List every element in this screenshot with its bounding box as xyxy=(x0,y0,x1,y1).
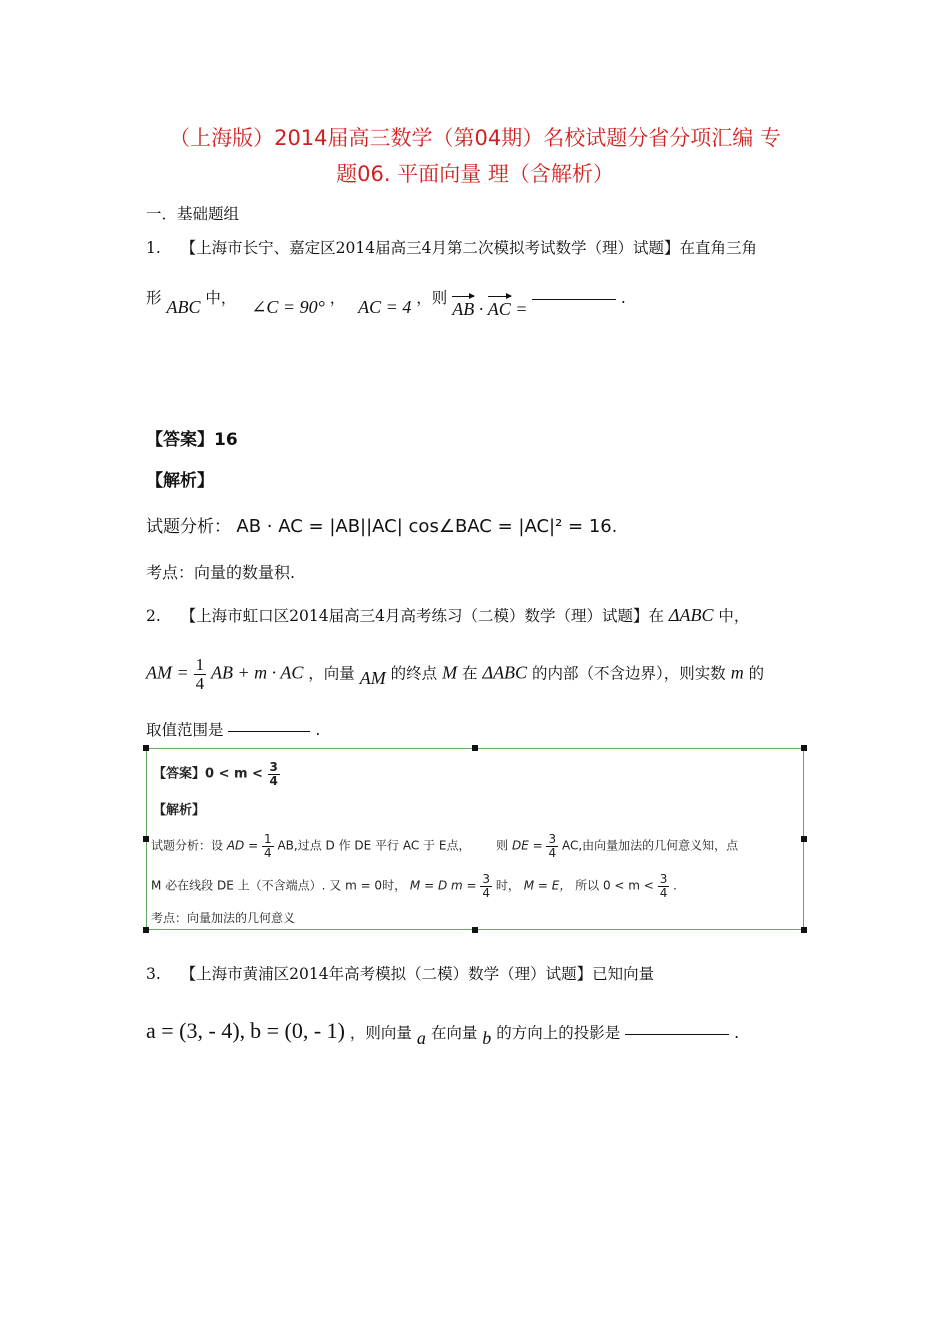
box-kaodian: 考点：向量加法的几何意义 xyxy=(151,911,296,925)
q3-text3: 的方向上的投影是 xyxy=(496,1024,621,1042)
q3-vector-a: a xyxy=(416,1028,426,1048)
q2-triangle2: ΔABC xyxy=(482,662,528,683)
q3-answer-blank xyxy=(625,1034,729,1035)
resize-handle-icon[interactable] xyxy=(472,745,478,751)
q1-period: . xyxy=(620,289,626,307)
q1-analysis-period: . xyxy=(611,517,618,537)
q1-analysis-label: 【解析】 xyxy=(146,471,214,491)
document-title-line1: （上海版）2014届高三数学（第04期）名校试题分省分项汇编 专 xyxy=(169,126,781,150)
resize-handle-icon[interactable] xyxy=(143,745,149,751)
q1-ac: AC = 4 xyxy=(358,297,412,317)
q3-vector-b: b xyxy=(482,1028,492,1048)
q2-text5: 的 xyxy=(748,664,765,683)
q1-vector-ac: AC xyxy=(487,299,511,319)
q2-line3-text: 取值范围是 xyxy=(146,721,224,739)
q1-prefix: 形 xyxy=(146,289,162,307)
q2-point-m: M xyxy=(442,662,458,683)
q2-source-text: 【上海市虹口区2014届高三4月高考练习（二模）数学（理）试题】在 xyxy=(180,607,664,625)
q1-analysis-prefix: 试题分析： xyxy=(146,517,231,537)
q3-vector-a-value: a = (3, - 4), xyxy=(146,1018,246,1043)
q1-answer xyxy=(146,425,238,450)
q1-answer-label: 【答案】 xyxy=(146,430,214,450)
q2-text4: 的内部（不含边界），则实数 xyxy=(532,664,726,683)
q1-answer-blank xyxy=(532,299,616,300)
box-line1: 试题分析：设 AD = $\frac{1}{4}$ AB,过点 D 作 DE 平行 AC 于 E点， 则 DE = $\frac{3}{4}$ AC,由向量加法的几何意义知，点 xyxy=(151,832,739,860)
q1-comma1: ， xyxy=(329,289,346,307)
resize-handle-icon[interactable] xyxy=(472,927,478,933)
q3-text1: ，则向量 xyxy=(349,1024,412,1042)
q2-period: . xyxy=(315,721,321,739)
q1-answer-value: 16 xyxy=(214,430,238,450)
q2-number: 2. xyxy=(146,607,161,625)
q1-source-text: 【上海市长宁、嘉定区2014届高三4月第二次模拟考试数学（理）试题】在直角三角 xyxy=(180,239,757,257)
q1-source xyxy=(146,236,826,258)
q2-triangle: ΔABC xyxy=(668,605,714,625)
box-analysis-label: 【解析】 xyxy=(153,803,206,818)
q2-answer-image xyxy=(146,748,804,930)
q3-number: 3. xyxy=(146,965,161,983)
q3-stem-line2 xyxy=(146,1018,836,1048)
q2-var-m: m xyxy=(730,662,744,683)
q1-vector-ab: AB xyxy=(452,299,475,319)
resize-handle-icon[interactable] xyxy=(143,927,149,933)
box-answer: 【答案】0 < m < $\frac{3}{4}$ xyxy=(153,760,278,788)
q1-kaodian: 考点：向量的数量积. xyxy=(146,563,296,582)
q3-vector-b-value: b = (0, - 1) xyxy=(250,1018,345,1043)
q2-answer-blank xyxy=(228,731,310,732)
q2-mid: 中， xyxy=(718,607,750,625)
q1-equals: = xyxy=(515,299,528,319)
box-line2: M 必在线段 DE 上（不含端点）. 又 m = 0时， M = D m = $\frac{3}{4}$ 时， M = E， 所以 0 < m < $\frac{3}{4}$ . xyxy=(151,872,677,900)
resize-handle-icon[interactable] xyxy=(801,836,807,842)
q1-angle: ∠C = 90° xyxy=(251,297,325,317)
resize-handle-icon[interactable] xyxy=(801,927,807,933)
q1-analysis-formula: AB · AC = |AB||AC| cos∠BAC = |AC|² = 16 xyxy=(236,516,612,537)
q2-vector-am: AM xyxy=(359,668,386,689)
q3-source xyxy=(146,962,826,984)
q2-text1: ，向量 xyxy=(308,664,355,683)
section-heading: 一．基础题组 xyxy=(146,205,240,223)
q1-comma2: ，则 xyxy=(416,289,448,307)
q3-text2: 在向量 xyxy=(430,1024,478,1042)
q3-period: . xyxy=(734,1024,740,1042)
q2-stem-line2 xyxy=(146,656,826,693)
q2-fraction: $\frac{1}{4}$ xyxy=(195,655,205,693)
q2-source xyxy=(146,604,826,626)
q1-analysis xyxy=(146,512,617,537)
q1-stem-line2 xyxy=(146,286,826,319)
resize-handle-icon[interactable] xyxy=(801,745,807,751)
q3-source-text: 【上海市黄浦区2014年高考模拟（二模）数学（理）试题】已知向量 xyxy=(180,965,655,983)
resize-handle-icon[interactable] xyxy=(143,836,149,842)
q2-am-eq: AM = xyxy=(146,662,189,683)
q2-expr: AB + m · AC xyxy=(211,662,304,683)
q2-stem-line3 xyxy=(146,718,320,740)
document-title-line2: 题06. 平面向量 理（含解析） xyxy=(336,162,614,186)
q1-number: 1. xyxy=(146,239,161,257)
q1-mid: 中， xyxy=(205,289,237,307)
q1-triangle: ABC xyxy=(166,297,201,317)
q2-text2: 的终点 xyxy=(390,664,438,683)
q1-dot: · xyxy=(478,299,484,319)
q2-text3: 在 xyxy=(462,664,478,683)
